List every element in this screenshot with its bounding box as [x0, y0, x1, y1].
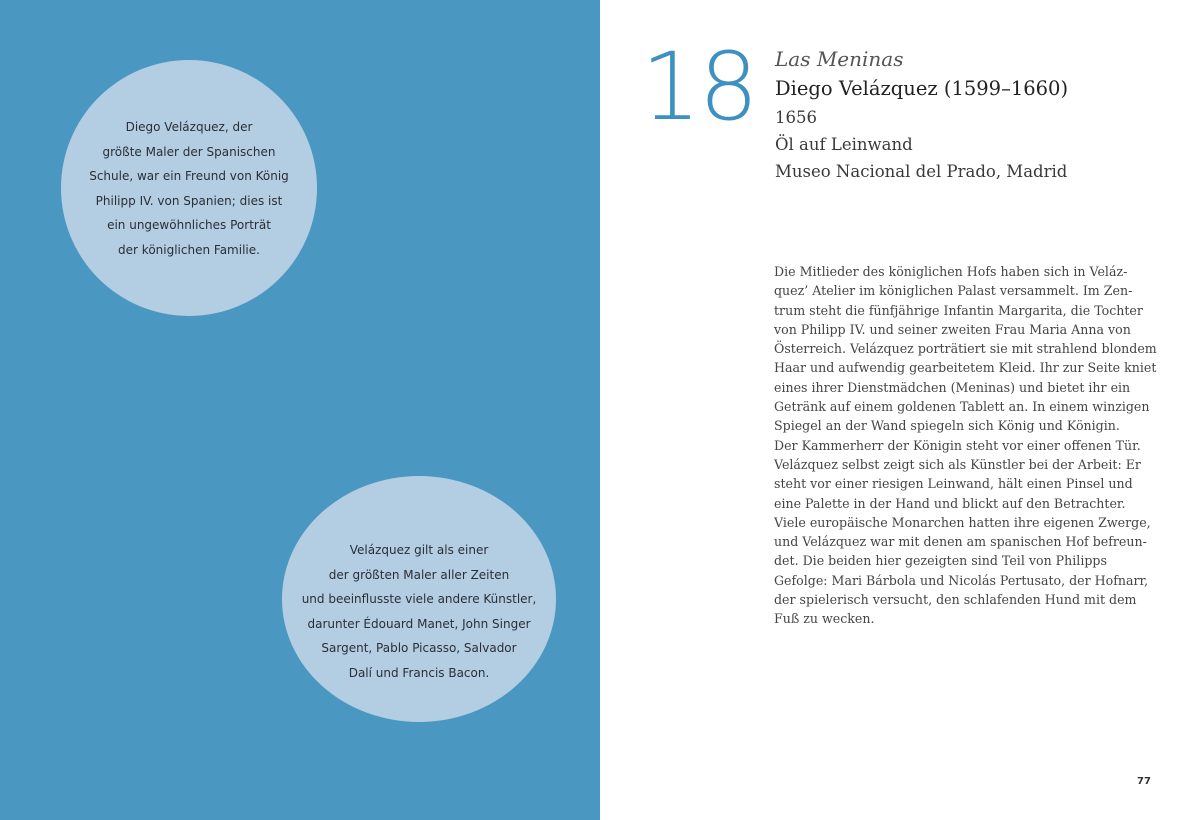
quote-2-line: darunter Édouard Manet, John Singer	[307, 616, 531, 631]
body-line: steht vor einer riesigen Leinwand, hält einen Pinsel und	[774, 476, 1133, 492]
artwork-medium: Öl auf Leinwand	[775, 135, 913, 154]
quote-2-line: der größten Maler aller Zeiten	[328, 567, 510, 582]
body-line: det. Die beiden hier gezeigten sind Teil von Philipps	[774, 553, 1107, 569]
artwork-location: Museo Nacional del Prado, Madrid	[775, 162, 1068, 181]
artwork-title: Las Meninas	[775, 47, 904, 71]
artwork-info	[775, 44, 1068, 185]
quote-2-line: und beeinflusste viele andere Künstler,	[301, 592, 537, 606]
quote-1-line: Philipp IV. von Spanien; dies ist	[95, 193, 283, 208]
body-line: Getränk auf einem goldenen Tablett an. In einem winzigen	[774, 399, 1150, 415]
quote-1-line: größte Maler der Spanischen	[102, 144, 276, 159]
quote-circle-1	[61, 60, 317, 316]
body-line: trum steht die fünfjährige Infantin Margarita, die Tochter	[774, 302, 1143, 318]
body-line: quez’ Atelier im königlichen Palast versammelt. Im Zen-	[774, 283, 1133, 299]
body-line: von Philipp IV. und seiner zweiten Frau Maria Anna von	[774, 321, 1131, 337]
body-line: Haar und aufwendig gearbeitetem Kleid. Ihr zur Seite kniet	[774, 360, 1157, 376]
artwork-artist: Diego Velázquez (1599–1660)	[775, 77, 1069, 100]
artwork-year: 1656	[775, 108, 817, 127]
body-line: Gefolge: Mari Bárbola und Nicolás Pertusato, der Hofnarr,	[774, 572, 1149, 588]
quote-1-line: Diego Velázquez, der	[125, 120, 253, 134]
quote-circle-2	[282, 476, 556, 722]
body-paragraph	[774, 262, 1157, 629]
right-page	[600, 0, 1200, 820]
body-line: Spiegel an der Wand spiegeln sich König und Königin.	[774, 418, 1120, 434]
quote-2-line: Dalí und Francis Bacon.	[348, 665, 490, 680]
body-line: Fuß zu wecken.	[774, 611, 875, 627]
quote-2-line: Sargent, Pablo Picasso, Salvador	[321, 641, 517, 655]
body-line: Velázquez selbst zeigt sich als Künstler bei der Arbeit: Er	[774, 456, 1141, 472]
quote-text-2	[282, 538, 556, 685]
quote-2-line: Velázquez gilt als einer	[349, 543, 489, 557]
quote-1-line: der königlichen Familie.	[118, 242, 260, 257]
quote-1-line: Schule, war ein Freund von König	[89, 169, 289, 183]
body-line: und Velázquez war mit denen am spanischen Hof befreun-	[774, 534, 1147, 550]
body-line: Österreich. Velázquez porträtiert sie mit strahlend blondem	[774, 341, 1157, 357]
quote-text-1	[61, 115, 317, 262]
body-line: eine Palette in der Hand und blickt auf den Betrachter.	[774, 495, 1126, 511]
chapter-number: 18	[641, 33, 757, 142]
body-line: der spielerisch versucht, den schlafenden Hund mit dem	[774, 592, 1137, 608]
page-number: 77	[1137, 776, 1151, 787]
body-line: eines ihrer Dienstmädchen (Meninas) und bietet ihr ein	[774, 379, 1131, 395]
body-line: Viele europäische Monarchen hatten ihre eigenen Zwerge,	[774, 514, 1151, 530]
body-line: Der Kammerherr der Königin steht vor einer offenen Tür.	[774, 437, 1141, 453]
quote-1-line: ein ungewöhnliches Porträt	[107, 218, 271, 232]
body-line: Die Mitlieder des königlichen Hofs haben sich in Veláz-	[774, 264, 1128, 279]
